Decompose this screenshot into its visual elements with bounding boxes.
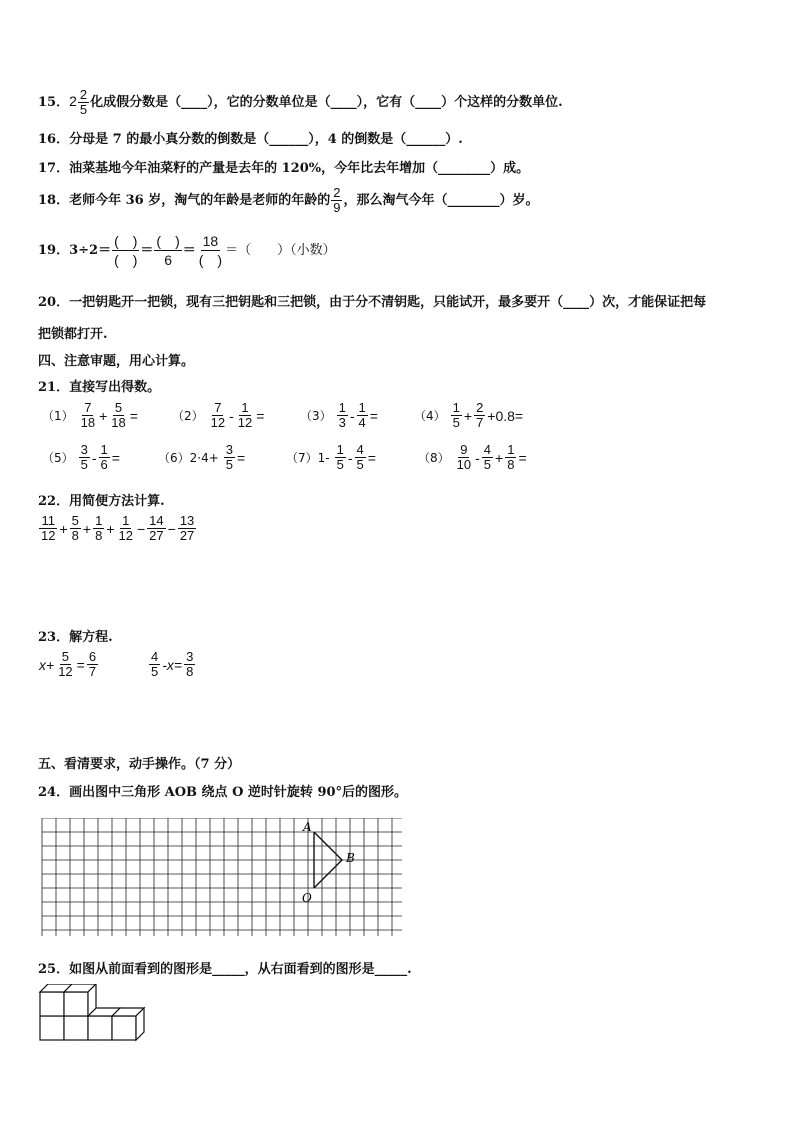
q21-item-7: （7）1- $\frac{1}{5}$ - $\frac{4}{5}$ =	[286, 442, 376, 472]
q22-expression: $\frac{11}{12}$ + $\frac{5}{8}$ + $\frac{1}{8}$ + $\frac{1}{12}$ − $\frac{14}{27}$ − $\frac{13}{27}$	[41, 513, 195, 543]
question-18	[38, 186, 538, 215]
q21-4-f1: $\frac{1}{5}$	[452, 400, 460, 430]
q19-f1-num: ( )	[114, 233, 138, 249]
question-23-title: 23．解方程.	[38, 630, 113, 645]
q15-frac-den: 5	[79, 102, 88, 117]
q19-number: 19．	[38, 243, 70, 258]
q15-fraction	[78, 88, 89, 117]
question-19	[38, 232, 336, 269]
q15-number: 15．	[38, 95, 70, 110]
q19-tail: ＝（ ）（小数）	[225, 243, 336, 258]
q19-eq2: ＝	[182, 243, 196, 258]
q21-label-5: （5）	[42, 451, 74, 465]
q19-f3-num: 18	[202, 233, 219, 249]
label-b: B	[346, 851, 355, 865]
q15-text: 化成假分数是（____），它的分数单位是（____），它有（____）个这样的分数单位.	[90, 95, 563, 110]
q21-label-4: （4）	[414, 409, 446, 423]
q21-label-8: （8）	[418, 451, 450, 465]
question-15	[38, 88, 563, 117]
q21-8-f2: $\frac{4}{5}$	[483, 442, 492, 472]
q19-frac-2	[154, 232, 181, 269]
q21-item-6: （6）2·4+ $\frac{3}{5}$ =	[158, 442, 246, 472]
section-5-heading: 五、看清要求，动手操作。（7 分）	[38, 757, 241, 772]
label-a: A	[303, 820, 312, 834]
label-o: O	[302, 891, 312, 905]
q19-frac-3	[197, 232, 224, 269]
question-20-line1: 20．一把钥匙开一把锁，现有三把钥匙和三把锁，由于分不清钥匙，只能试开，最多要开（____）次，才能保证把每	[38, 295, 707, 310]
q22-f4: $\frac{1}{12}$	[118, 513, 133, 543]
question-20-line2: 把锁都打开.	[38, 327, 108, 342]
q21-7-f1: $\frac{1}{5}$	[336, 442, 344, 472]
q21-item-2: （2） $\frac{7}{12}$ - $\frac{1}{12}$ =	[172, 400, 265, 430]
q21-label-2: （2）	[172, 409, 204, 423]
q21-7-f2: $\frac{4}{5}$	[356, 442, 364, 472]
question-21-title: 21．直接写出得数。	[38, 380, 161, 395]
q19-f1-den: ( )	[114, 252, 138, 268]
q21-5-f1: $\frac{3}{5}$	[80, 442, 88, 472]
q15-frac-num: 2	[79, 87, 88, 102]
q23-eq-1: x+ $\frac{5}{12}$ = $\frac{6}{7}$	[39, 649, 97, 679]
q21-3-f1: $\frac{1}{3}$	[338, 400, 346, 430]
q19-eq1: ＝	[140, 243, 154, 258]
section-4-heading: 四、注意审题，用心计算。	[38, 354, 195, 369]
q22-f6: $\frac{13}{27}$	[179, 513, 195, 543]
q22-f2: $\frac{5}{8}$	[71, 513, 79, 543]
q19-start: 3÷2＝	[69, 243, 112, 258]
q19-frac-1	[112, 232, 139, 269]
cube-figure	[38, 984, 150, 1044]
q21-6-f1: $\frac{3}{5}$	[225, 442, 234, 472]
q22-f1: $\frac{11}{12}$	[41, 513, 56, 543]
q21-5-f2: $\frac{1}{6}$	[100, 442, 108, 472]
q15-whole: 2	[69, 93, 77, 109]
q22-f5: $\frac{14}{27}$	[149, 513, 164, 543]
question-16: 16．分母是 7 的最小真分数的倒数是（______），4 的倒数是（______）.	[38, 132, 463, 147]
q23-f1: $\frac{5}{12}$	[58, 649, 73, 679]
q21-label-1: （1）	[42, 409, 74, 423]
q21-item-1: （1） $\frac{7}{18}$ + $\frac{5}{18}$ =	[42, 400, 138, 430]
q23-f2: $\frac{6}{7}$	[88, 649, 97, 679]
q21-item-8: （8） $\frac{9}{10}$ - $\frac{4}{5}$ + $\frac{1}{8}$ =	[418, 442, 527, 472]
q21-1-f1: $\frac{7}{18}$	[80, 400, 96, 430]
q18-frac-den: 9	[333, 200, 341, 215]
q18-post: ，那么淘气今年（________）岁。	[343, 193, 539, 208]
q23-eq-2: $\frac{4}{5}$ -x= $\frac{3}{8}$	[151, 649, 194, 679]
q18-frac-num: 2	[333, 185, 341, 200]
q21-label-7: （7）1-	[286, 451, 330, 465]
q21-label-3: （3）	[300, 409, 332, 423]
grid-figure	[40, 818, 404, 940]
q23-f4: $\frac{3}{8}$	[186, 649, 194, 679]
question-25: 25．如图从前面看到的图形是_____，从右面看到的图形是_____.	[38, 962, 412, 977]
question-17: 17．油菜基地今年油菜籽的产量是去年的 120%，今年比去年增加（________）成。	[38, 161, 530, 176]
question-24: 24．画出图中三角形 AOB 绕点 O 逆时针旋转 90°后的图形。	[38, 785, 408, 800]
q21-1-f2: $\frac{5}{18}$	[111, 400, 126, 430]
q21-label-6: （6）2·4+	[158, 451, 219, 465]
q21-2-f1: $\frac{7}{12}$	[210, 400, 226, 430]
q18-fraction	[331, 186, 342, 215]
q21-8-f1: $\frac{9}{10}$	[456, 442, 472, 472]
question-22-title: 22．用简便方法计算.	[38, 494, 165, 509]
q21-4-f2: $\frac{2}{7}$	[476, 400, 484, 430]
q22-f3: $\frac{1}{8}$	[95, 513, 103, 543]
q19-f2-den: 6	[164, 252, 172, 268]
q18-pre: 18．老师今年 36 岁，淘气的年龄是老师的年龄的	[38, 193, 331, 208]
q19-f2-num: ( )	[156, 233, 180, 249]
q21-2-f2: $\frac{1}{12}$	[237, 400, 253, 430]
q21-item-3: （3） $\frac{1}{3}$ - $\frac{1}{4}$ =	[300, 400, 378, 430]
q21-8-f3: $\frac{1}{8}$	[507, 442, 515, 472]
q19-f3-den: ( )	[198, 252, 223, 268]
q21-item-4: （4） $\frac{1}{5}$ + $\frac{2}{7}$ +0.8=	[414, 400, 524, 430]
q21-item-5: （5） $\frac{3}{5}$ - $\frac{1}{6}$ =	[42, 442, 120, 472]
q21-3-f2: $\frac{1}{4}$	[358, 400, 366, 430]
q23-f3: $\frac{4}{5}$	[151, 649, 159, 679]
